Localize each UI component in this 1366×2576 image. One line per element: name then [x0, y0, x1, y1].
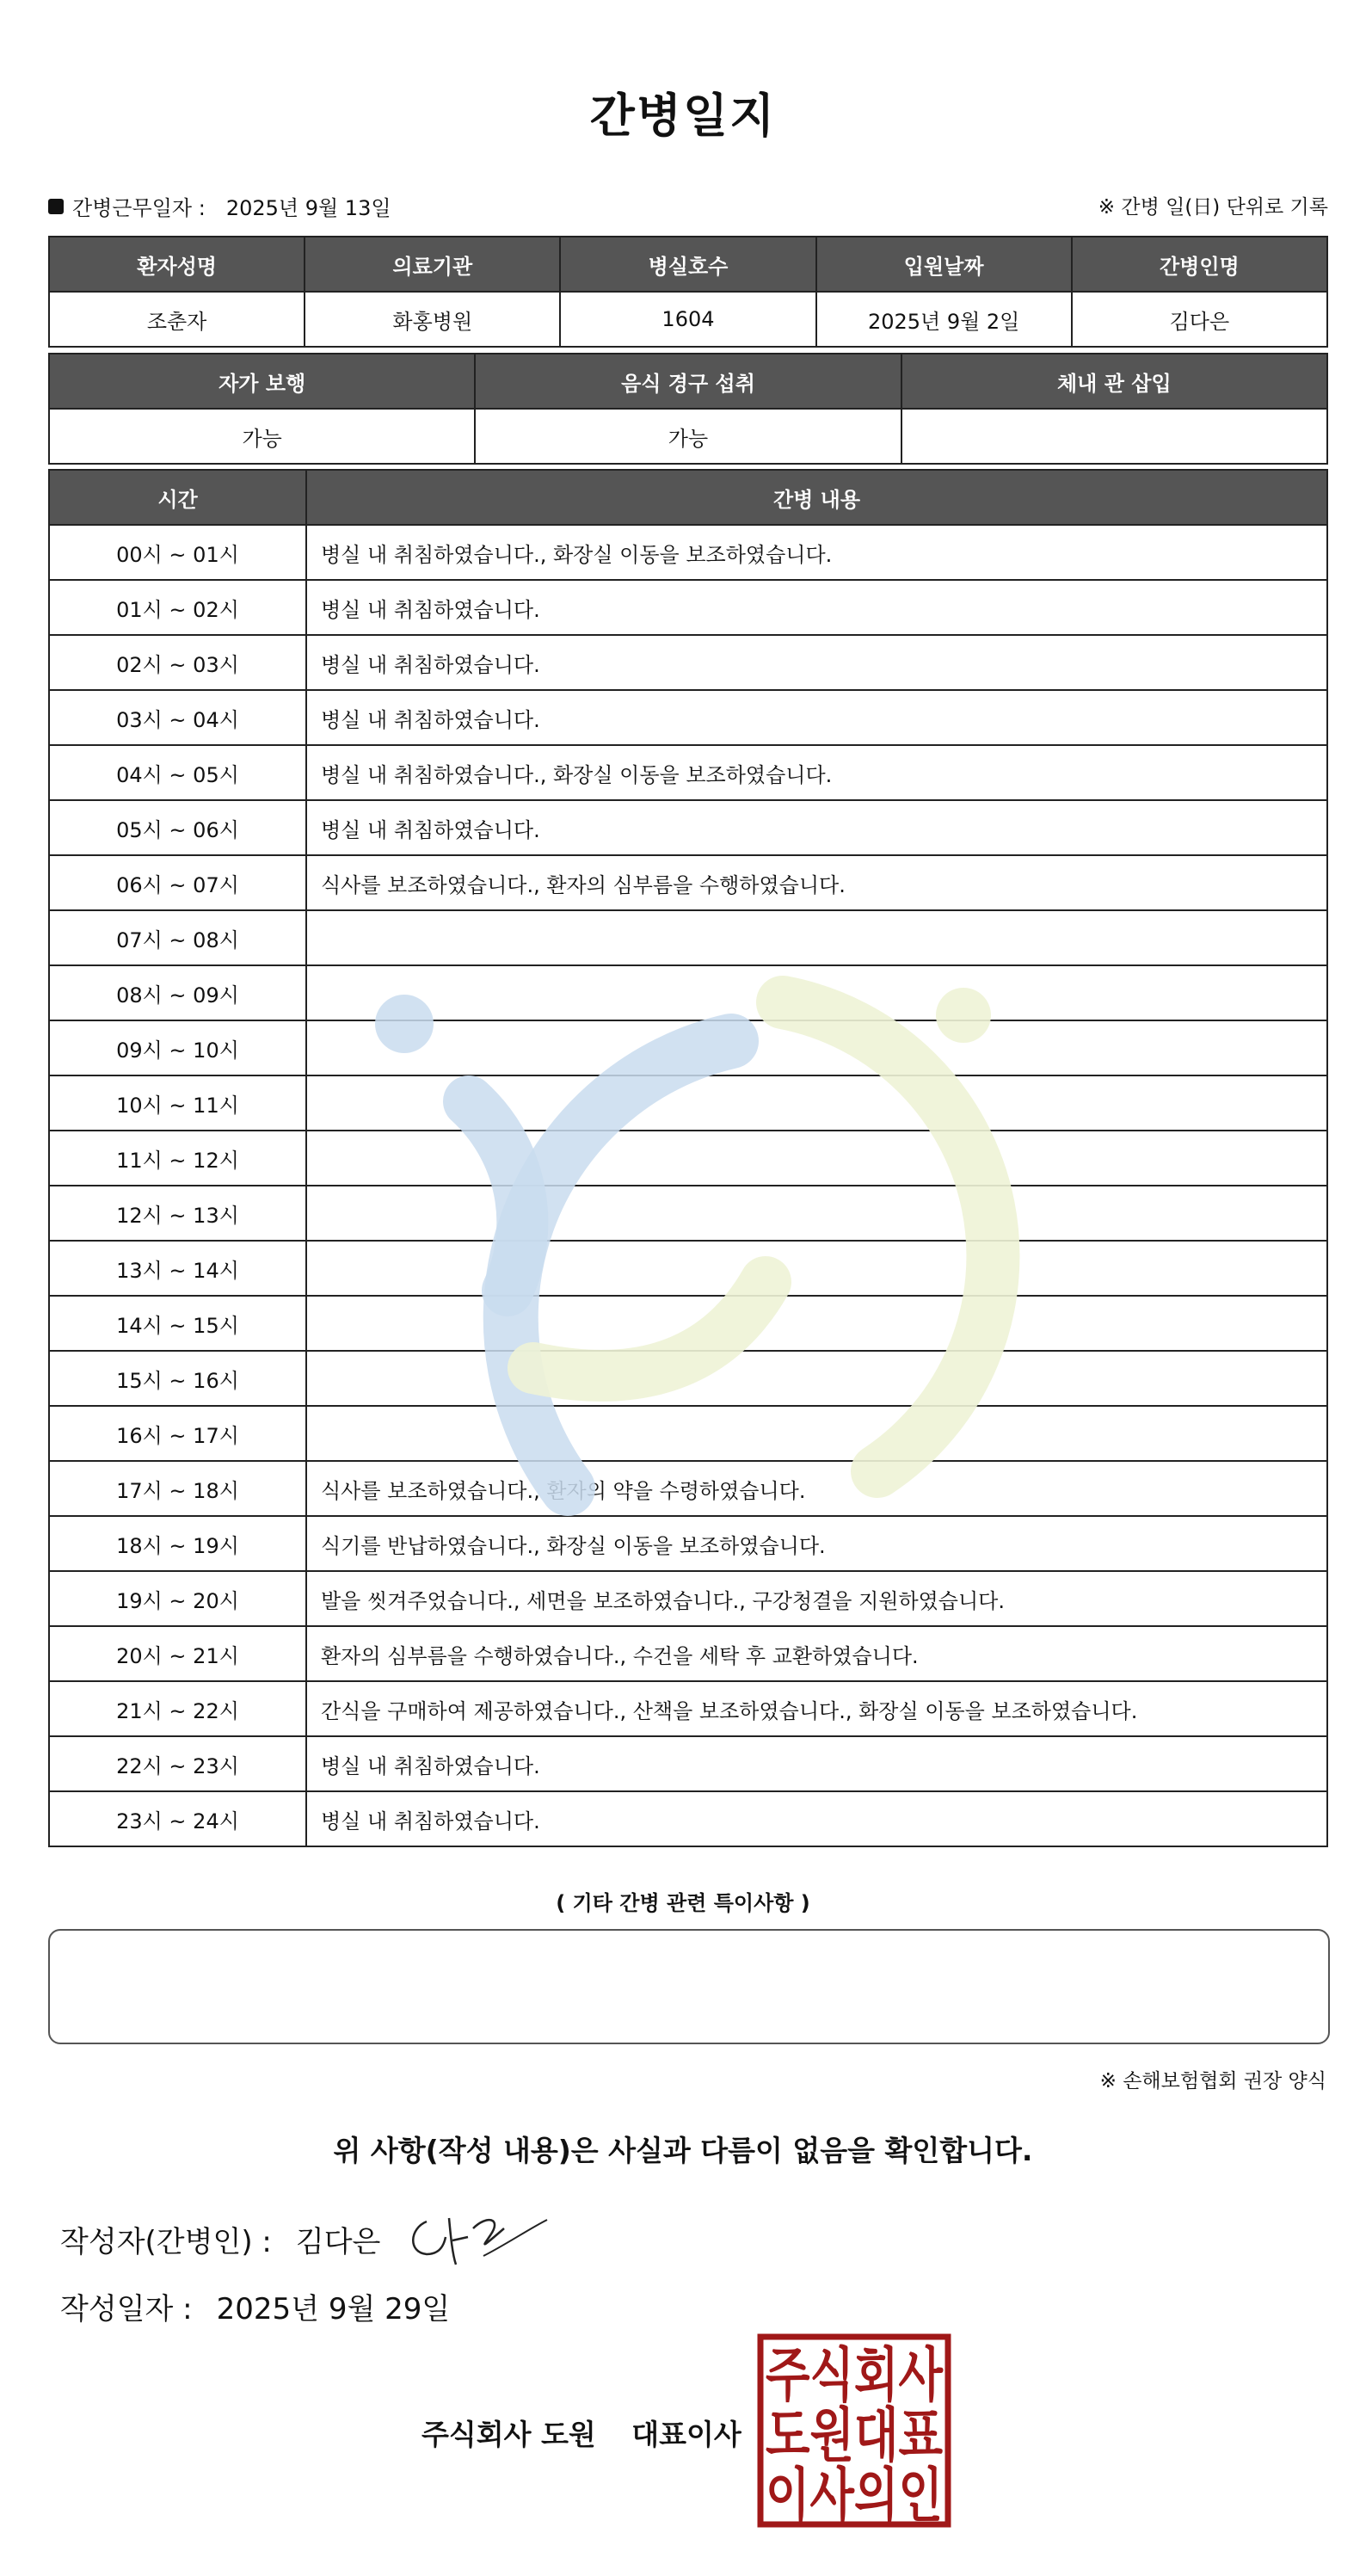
time-slot: 10시 ~ 11시: [49, 1075, 306, 1131]
time-slot: 15시 ~ 16시: [49, 1351, 306, 1406]
time-slot: 03시 ~ 04시: [49, 690, 306, 745]
table-row: [49, 1791, 1327, 1846]
table-row: [49, 910, 1327, 965]
time-slot: 23시 ~ 24시: [49, 1791, 306, 1846]
hospital-name: 화홍병원: [305, 292, 560, 347]
confirmation-text: 위 사항(작성 내용)은 사실과 다름이 없음을 확인합니다.: [333, 2134, 1033, 2167]
time-slot: 02시 ~ 03시: [49, 635, 306, 690]
walking-status: 가능: [49, 409, 475, 464]
info-header: 간병인명: [1072, 237, 1327, 292]
care-content: 환자의 심부름을 수행하였습니다., 수건을 세탁 후 교환하였습니다.: [306, 1626, 1327, 1681]
seal-line-3: 이사의인: [766, 2462, 943, 2530]
table-row: [49, 525, 1327, 580]
care-content: 병실 내 취침하였습니다.: [306, 1791, 1327, 1846]
company-line: [421, 2413, 741, 2453]
time-slot: 20시 ~ 21시: [49, 1626, 306, 1681]
table-row: [49, 800, 1327, 855]
care-content: [306, 1296, 1327, 1351]
care-content: 병실 내 취침하였습니다.: [306, 690, 1327, 745]
work-date-label: 간병근무일자 :: [72, 196, 206, 220]
table-row: [49, 745, 1327, 800]
table-row: [49, 1406, 1327, 1461]
caregiver-name: 김다은: [1072, 292, 1327, 347]
care-content: 병실 내 취침하였습니다.: [306, 635, 1327, 690]
care-content: 식사를 보조하였습니다., 환자의 약을 수령하였습니다.: [306, 1461, 1327, 1516]
time-slot: 07시 ~ 08시: [49, 910, 306, 965]
oral-intake-status: 가능: [475, 409, 901, 464]
care-content: 병실 내 취침하였습니다., 화장실 이동을 보조하였습니다.: [306, 745, 1327, 800]
room-number: 1604: [560, 292, 815, 347]
table-row: [49, 855, 1327, 910]
admission-date: 2025년 9월 2일: [816, 292, 1072, 347]
time-slot: 05시 ~ 06시: [49, 800, 306, 855]
table-row: [49, 1681, 1327, 1736]
table-row: [49, 580, 1327, 635]
work-date-value: 2025년 9월 13일: [225, 196, 391, 220]
table-row: [49, 1241, 1327, 1296]
seal-line-2: 도원대표: [766, 2402, 944, 2470]
time-slot: 13시 ~ 14시: [49, 1241, 306, 1296]
write-date-value: 2025년 9월 29일: [216, 2292, 451, 2326]
time-slot: 11시 ~ 12시: [49, 1131, 306, 1186]
table-row: [49, 1516, 1327, 1571]
table-row: [49, 1626, 1327, 1681]
table-row: [49, 1020, 1327, 1075]
care-content: 병실 내 취침하였습니다.: [306, 1736, 1327, 1791]
time-slot: 01시 ~ 02시: [49, 580, 306, 635]
writer-name: 김다은: [295, 2225, 381, 2259]
table-row: [49, 1186, 1327, 1241]
care-content: [306, 1020, 1327, 1075]
time-slot: 21시 ~ 22시: [49, 1681, 306, 1736]
time-slot: 19시 ~ 20시: [49, 1571, 306, 1626]
memo-box: [48, 1929, 1330, 2044]
care-content: 발을 씻겨주었습니다., 세면을 보조하였습니다., 구강청결을 지원하였습니다.: [306, 1571, 1327, 1626]
table-row: [49, 635, 1327, 690]
patient-status-table: [48, 353, 1328, 465]
write-date-label: 작성일자 :: [60, 2292, 193, 2326]
writer-label: 작성자(간병인) :: [60, 2225, 272, 2259]
care-content: [306, 1186, 1327, 1241]
company-name: 주식회사 도원: [421, 2418, 596, 2451]
table-row: [49, 1131, 1327, 1186]
time-slot: 08시 ~ 09시: [49, 965, 306, 1020]
care-content: [306, 965, 1327, 1020]
bullet-icon: [48, 199, 64, 214]
tube-status: [901, 409, 1327, 464]
table-row: [49, 1075, 1327, 1131]
care-content: [306, 1241, 1327, 1296]
writer-row: [60, 2218, 380, 2260]
table-row: [49, 965, 1327, 1020]
table-row: [49, 1351, 1327, 1406]
time-slot: 09시 ~ 10시: [49, 1020, 306, 1075]
table-row: [49, 1571, 1327, 1626]
memo-title: ( 기타 간병 관련 특이사항 ): [556, 1891, 810, 1915]
status-header: 자가 보행: [49, 354, 475, 409]
care-content: 병실 내 취침하였습니다.: [306, 580, 1327, 635]
log-header-time: 시간: [49, 470, 306, 525]
care-content: [306, 1351, 1327, 1406]
time-slot: 00시 ~ 01시: [49, 525, 306, 580]
meta-row: [48, 191, 1328, 222]
seal-line-1: 주식회사: [766, 2342, 945, 2410]
table-row: [49, 690, 1327, 745]
info-header: 의료기관: [305, 237, 560, 292]
write-date-row: [60, 2285, 450, 2327]
time-slot: 22시 ~ 23시: [49, 1736, 306, 1791]
time-slot: 18시 ~ 19시: [49, 1516, 306, 1571]
time-slot: 14시 ~ 15시: [49, 1296, 306, 1351]
status-header: 음식 경구 섭취: [475, 354, 901, 409]
care-content: 병실 내 취침하였습니다., 화장실 이동을 보조하였습니다.: [306, 525, 1327, 580]
document-title: 간병일지: [589, 89, 777, 143]
work-date: [48, 191, 391, 221]
time-slot: 17시 ~ 18시: [49, 1461, 306, 1516]
care-content: [306, 1406, 1327, 1461]
care-content: [306, 910, 1327, 965]
status-header: 체내 관 삽입: [901, 354, 1327, 409]
table-row: [49, 1736, 1327, 1791]
info-header: 환자성명: [49, 237, 305, 292]
patient-info-table: [48, 236, 1328, 348]
info-header: 병실호수: [560, 237, 815, 292]
signature-icon: [401, 2203, 556, 2271]
care-log-table: [48, 469, 1328, 1847]
time-slot: 12시 ~ 13시: [49, 1186, 306, 1241]
table-row: [49, 1296, 1327, 1351]
care-content: 식사를 보조하였습니다., 환자의 심부름을 수행하였습니다.: [306, 855, 1327, 910]
log-header-content: 간병 내용: [306, 470, 1327, 525]
time-slot: 04시 ~ 05시: [49, 745, 306, 800]
info-header: 입원날짜: [816, 237, 1072, 292]
patient-name: 조춘자: [49, 292, 305, 347]
representative-title: 대표이사: [631, 2418, 741, 2451]
time-slot: 06시 ~ 07시: [49, 855, 306, 910]
care-content: [306, 1131, 1327, 1186]
care-content: 병실 내 취침하였습니다.: [306, 800, 1327, 855]
recommend-note: ※ 손해보험협회 권장 양식: [1099, 2070, 1326, 2092]
care-content: [306, 1075, 1327, 1131]
care-content: 식기를 반납하였습니다., 화장실 이동을 보조하였습니다.: [306, 1516, 1327, 1571]
company-seal-icon: [757, 2333, 951, 2528]
care-content: 간식을 구매하여 제공하였습니다., 산책을 보조하였습니다., 화장실 이동을 보조하였습니다.: [306, 1681, 1327, 1736]
time-slot: 16시 ~ 17시: [49, 1406, 306, 1461]
unit-note: ※ 간병 일(日) 단위로 기록: [1098, 196, 1328, 219]
table-row: [49, 1461, 1327, 1516]
